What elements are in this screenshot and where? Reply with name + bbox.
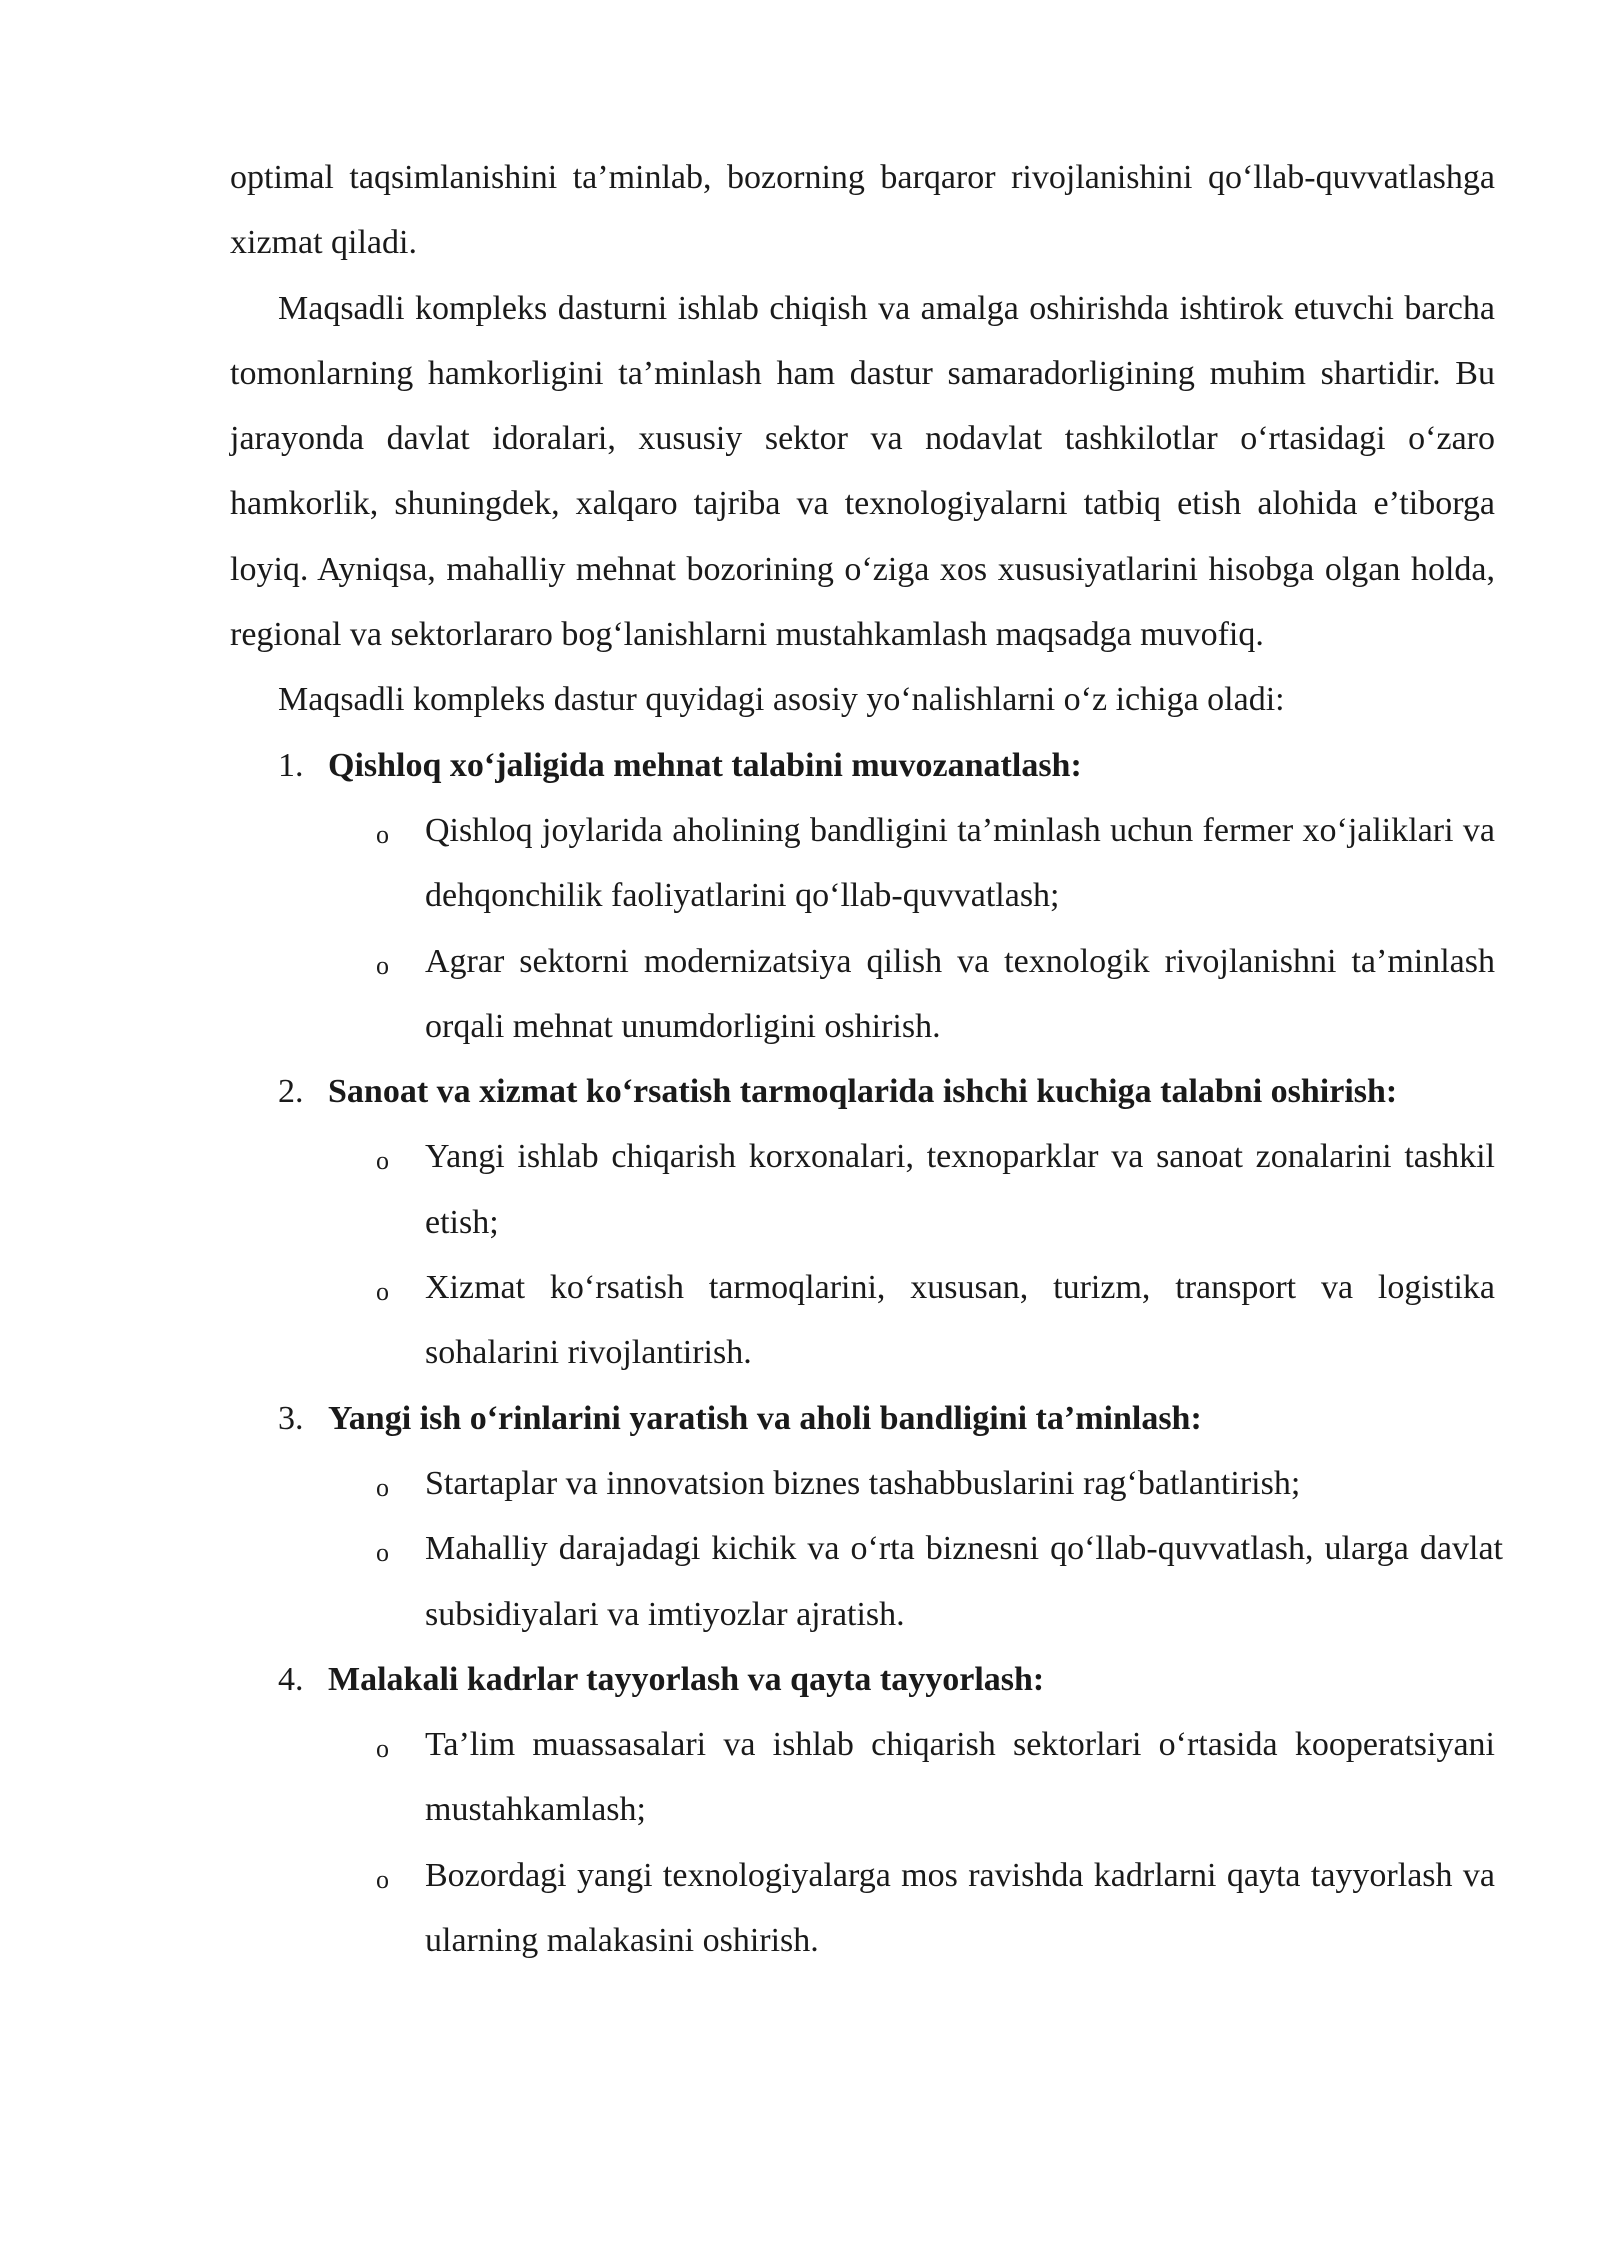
list-item-text: Xizmat ko‘rsatish tarmoqlarini, xususan, turizm, transport va logistika sohalarini rivojlantirish. [425,1269,1495,1372]
section-number: 2. [278,1073,304,1111]
list-item [230,1124,1495,1255]
numbered-section-4 [230,1647,1495,1712]
list-item [230,1843,1495,1974]
numbered-section-2 [230,1059,1495,1124]
numbered-section-3 [230,1386,1495,1451]
numbered-section-1 [230,733,1495,798]
bullet-o-icon: o [376,819,389,849]
bullet-o-icon: o [376,1538,389,1568]
paragraph-cooperation: Maqsadli kompleks dasturni ishlab chiqish va amalga oshirishda ishtirok etuvchi barcha tomonlarning hamkorligini ta’minlash ham dastur samaradorligining muhim shartidir. Bu jarayonda davlat idoralari, xususiy sektor va nodavlat tashkilotlar o‘rtasidagi o‘zaro hamkorlik, shuningdek, xalqaro tajriba va texnologiyalarni tatbiq etish alohida e’tiborga loyiq. Ayniqsa, mahalliy mehnat bozorining o‘ziga xos xususiyatlarini hisobga olgan holda, regional va sektorlararo bog‘lanishlarni mustahkamlash maqsadga muvofiq. [230,289,1495,654]
list-item [230,1255,1495,1386]
list-item-text: Yangi ishlab chiqarish korxonalari, texnoparklar va sanoat zonalarini tashkil etish; [425,1138,1495,1241]
paragraph-directions-intro: Maqsadli kompleks dastur quyidagi asosiy yo‘nalishlarni o‘z ichiga oladi: [278,681,1285,719]
section-heading: Malakali kadrlar tayyorlash va qayta tayyorlash: [328,1660,1045,1698]
bullet-o-icon: o [376,1864,389,1894]
bullet-o-icon: o [376,1146,389,1176]
bullet-o-icon: o [376,1734,389,1764]
list-item [230,929,1495,1060]
section-number: 1. [278,746,304,784]
list-item-text: Startaplar va innovatsion biznes tashabbuslarini rag‘batlantirish; [425,1464,1301,1502]
bullet-o-icon: o [376,1277,389,1307]
sub-list-section-4 [230,1712,1495,1973]
section-number: 4. [278,1660,304,1698]
paragraph-intro-continuation: optimal taqsimlanishini ta’minlab, bozorning barqaror rivojlanishini qo‘llab-quvvatlashga xizmat qiladi. [230,159,1495,262]
document-page [230,145,1503,1973]
list-item-text: Bozordagi yangi texnologiyalarga mos ravishda kadrlarni qayta tayyorlash va ularning malakasini oshirish. [425,1856,1495,1960]
list-item [230,1451,1495,1516]
sub-list-section-2 [230,1124,1495,1385]
sub-list-section-3 [230,1451,1503,1647]
section-heading: Yangi ish o‘rinlarini yaratish va aholi bandligini ta’minlash: [328,1399,1202,1437]
bullet-o-icon: o [376,1472,389,1502]
section-number: 3. [278,1399,304,1437]
sub-list-section-1 [230,798,1495,1059]
section-heading: Sanoat va xizmat ko‘rsatish tarmoqlarida ishchi kuchiga talabni oshirish: [328,1073,1398,1111]
list-item [230,1516,1503,1647]
list-item-text: Mahalliy darajadagi kichik va o‘rta biznesni qo‘llab-quvvatlash, ularga davlat subsidiyalari va imtiyozlar ajratish. [425,1530,1503,1633]
list-item [230,798,1495,929]
bullet-o-icon: o [376,950,389,980]
list-item-text: Ta’lim muassasalari va ishlab chiqarish sektorlari o‘rtasida kooperatsiyani mustahkamlash; [425,1726,1495,1829]
list-item [230,1712,1495,1843]
list-item-text: Qishloq joylarida aholining bandligini ta’minlash uchun fermer xo‘jaliklari va dehqonchilik faoliyatlarini qo‘llab-quvvatlash; [425,811,1495,915]
list-item-text: Agrar sektorni modernizatsiya qilish va texnologik rivojlanishni ta’minlash orqali mehnat unumdorligini oshirish. [425,942,1495,1045]
section-heading: Qishloq xo‘jaligida mehnat talabini muvozanatlash: [328,746,1082,784]
